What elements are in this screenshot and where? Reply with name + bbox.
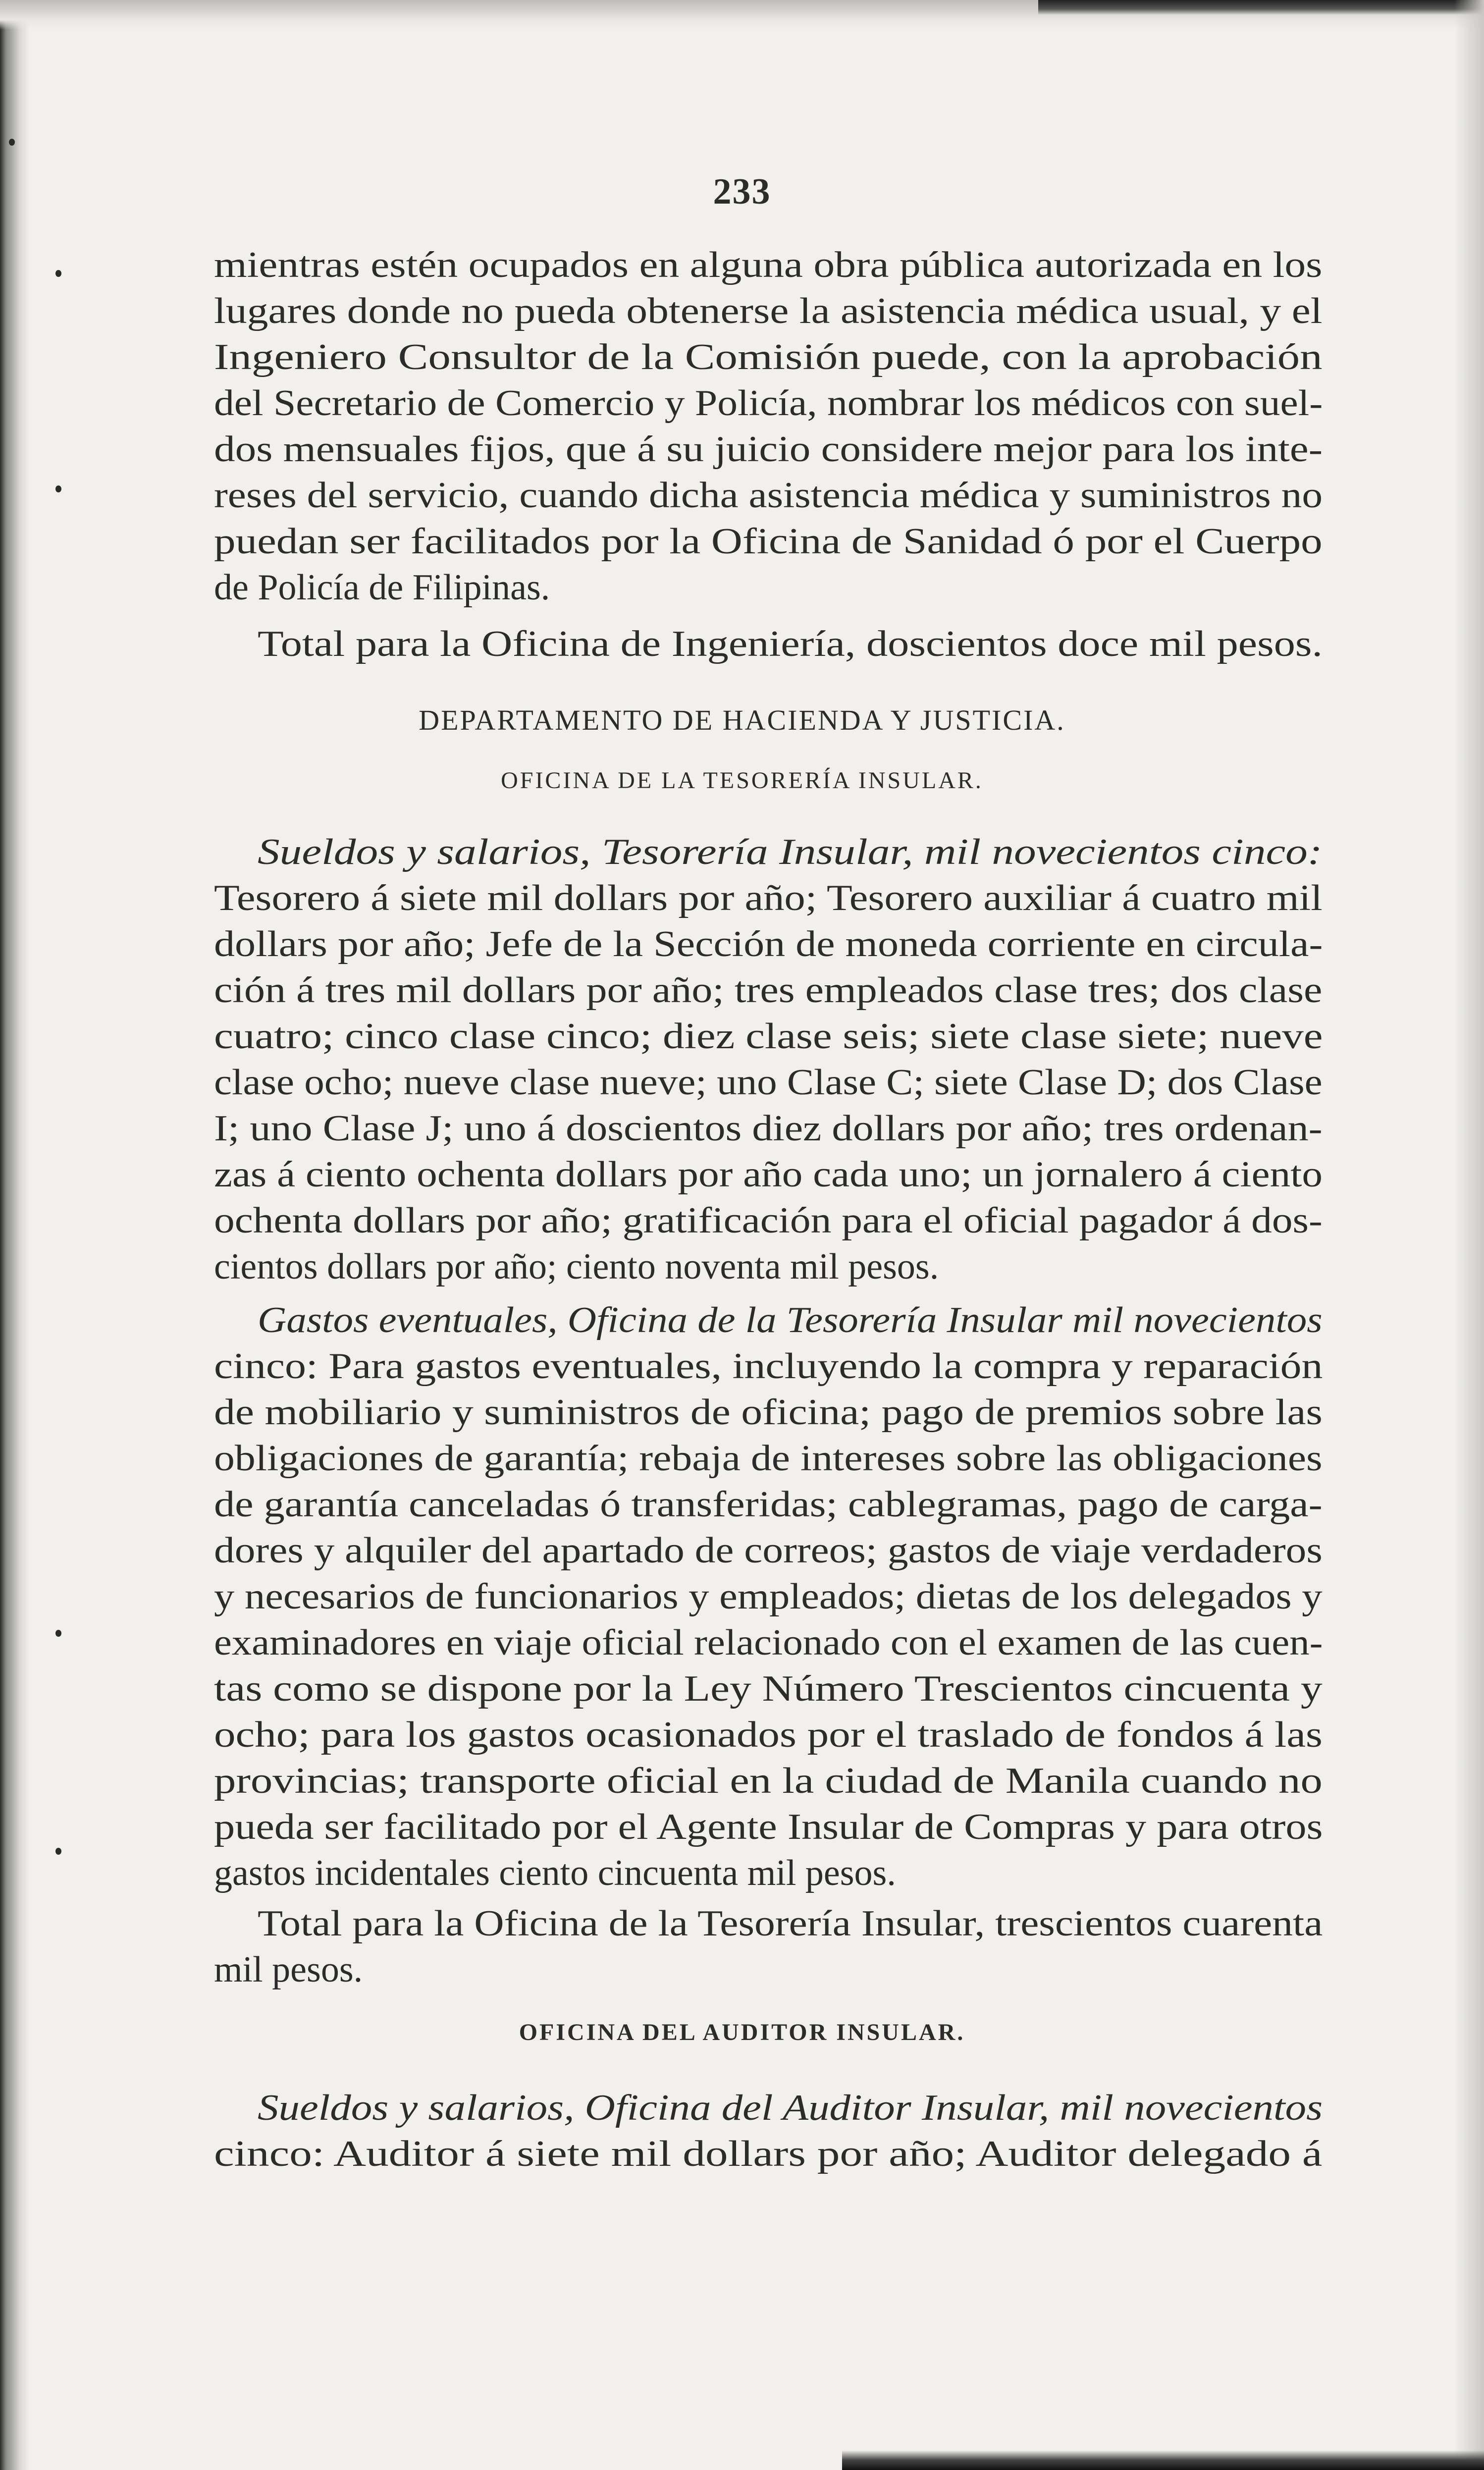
text-line: Total para la Oficina de Ingeniería, doscientos doce mil pesos. [258,624,1323,664]
text-line: pueda ser facilitado por el Agente Insular de Compras y para otros [214,1807,1323,1847]
text-line: cientos dollars por año; ciento noventa mil pesos. [214,1246,939,1287]
text-line: de mobiliario y suministros de oficina; pago de premios sobre las [214,1392,1323,1433]
text-line: mil pesos. [214,1949,363,1990]
scan-speck [9,139,15,146]
text-line: dollars por año; Jefe de la Sección de moneda corriente en circula- [214,924,1323,965]
text-line: tas como se dispone por la Ley Número Trescientos cincuenta y [214,1668,1323,1709]
scan-speck [55,485,61,492]
scan-speck [55,1630,61,1637]
text-line: ochenta dollars por año; gratificación para el oficial pagador á dos- [214,1200,1323,1241]
text-line: dos mensuales fijos, que á su juicio considere mejor para los inte- [214,429,1323,470]
page-gutter-shadow [0,0,30,2470]
text-line: cinco: Auditor á siete mil dollars por año; Auditor delegado á [214,2134,1323,2174]
text-line: ocho; para los gastos ocasionados por el traslado de fondos á las [214,1715,1323,1755]
section-heading: OFICINA DE LA TESORERÍA INSULAR. [501,767,983,794]
text-line: cinco: Para gastos eventuales, incluyendo la compra y reparación [214,1346,1323,1387]
text-line: provincias; transporte oficial en la ciudad de Manila cuando no [214,1761,1323,1801]
text-line: mientras estén ocupados en alguna obra pública autorizada en los [214,245,1323,285]
text-line: Sueldos y salarios, Oficina del Auditor Insular, mil novecientos [258,2088,1323,2128]
text-line: zas á ciento ochenta dollars por año cada uno; un jornalero á ciento [214,1154,1323,1195]
text-line: y necesarios de funcionarios y empleados; dietas de los delegados y [214,1576,1323,1617]
text-line: del Secretario de Comercio y Policía, nombrar los médicos con suel- [214,383,1323,424]
department-heading: DEPARTAMENTO DE HACIENDA Y JUSTICIA. [419,704,1065,736]
text-line: Ingeniero Consultor de la Comisión puede, con la aprobación [214,337,1323,377]
text-line: Total para la Oficina de la Tesorería Insular, trescientos cuarenta [258,1903,1323,1944]
text-line: clase ocho; nueve clase nueve; uno Clase C; siete Clase D; dos Clase [214,1062,1323,1103]
text-line: obligaciones de garantía; rebaja de intereses sobre las obligaciones [214,1438,1323,1479]
text-line: Sueldos y salarios, Tesorería Insular, mil novecientos cinco: [258,832,1323,872]
text-line: I; uno Clase J; uno á doscientos diez dollars por año; tres ordenan- [214,1108,1323,1149]
page-bottom-edge [842,2450,1484,2470]
text-line: cuatro; cinco clase cinco; diez clase seis; siete clase siete; nueve [214,1016,1323,1057]
text-line: dores y alquiler del apartado de correos; gastos de viaje verdaderos [214,1530,1323,1571]
text-line: lugares donde no pueda obtenerse la asistencia médica usual, y el [214,291,1323,331]
text-line: Tesorero á siete mil dollars por año; Tesorero auxiliar á cuatro mil [214,878,1323,918]
section-heading: OFICINA DEL AUDITOR INSULAR. [519,2019,965,2045]
text-line: Gastos eventuales, Oficina de la Tesorería Insular mil novecientos [258,1300,1323,1341]
text-line: reses del servicio, cuando dicha asistencia médica y suministros no [214,475,1323,516]
text-line: examinadores en viaje oficial relacionado con el examen de las cuen- [214,1622,1323,1663]
text-line: puedan ser facilitados por la Oficina de Sanidad ó por el Cuerpo [214,521,1323,562]
page-number: 233 [713,171,771,212]
page-top-edge [1038,0,1484,15]
text-line: de Policía de Filipinas. [214,567,550,608]
scan-speck [55,1848,61,1855]
text-line: de garantía canceladas ó transferidas; cablegramas, pago de carga- [214,1484,1323,1525]
scan-speck [55,270,61,277]
page-right-shadow [1454,0,1484,2470]
text-line: ción á tres mil dollars por año; tres empleados clase tres; dos clase [214,970,1323,1011]
text-line: gastos incidentales ciento cincuenta mil pesos. [214,1853,896,1893]
